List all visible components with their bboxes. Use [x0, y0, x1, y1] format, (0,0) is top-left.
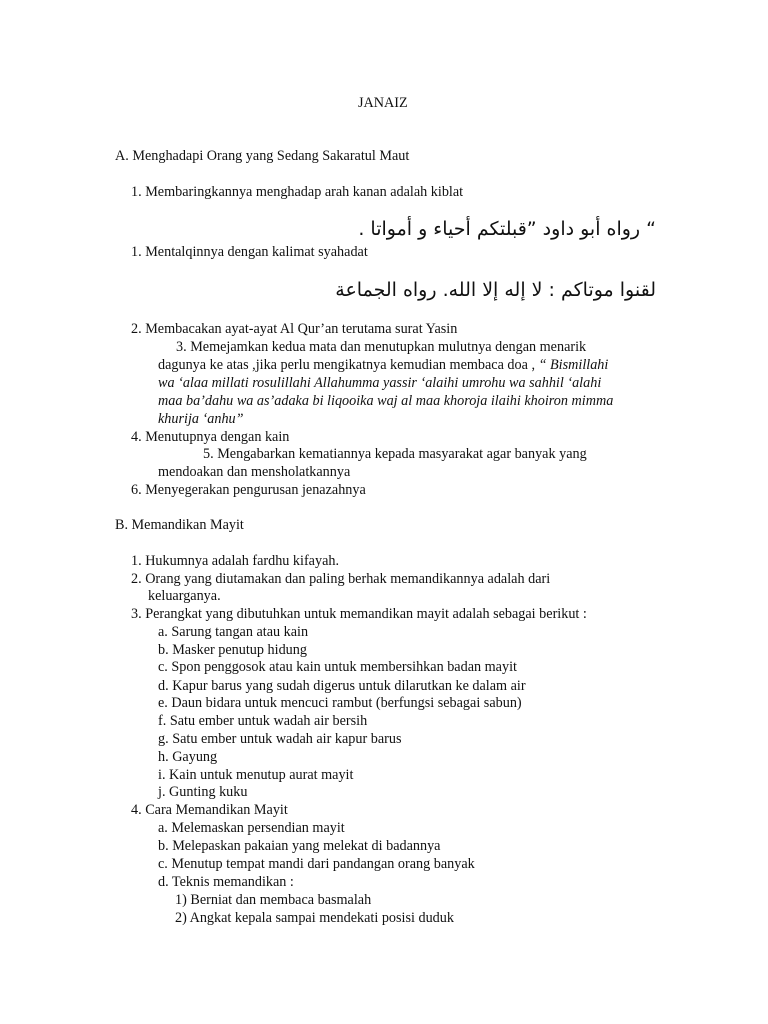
list-item: 2. Orang yang diutamakan dan paling berhak memandikannya adalah dari: [131, 571, 551, 587]
sub-list-item: d. Kapur barus yang sudah digerus untuk dilarutkan ke dalam air: [158, 678, 526, 694]
list-item: 3. Perangkat yang dibutuhkan untuk memandikan mayit adalah sebagai berikut :: [131, 606, 587, 622]
list-item: 2. Membacakan ayat-ayat Al Qur’an terutama surat Yasin: [131, 321, 458, 337]
sub-list-item: g. Satu ember untuk wadah air kapur barus: [158, 731, 402, 747]
list-item-text: dagunya ke atas ,jika perlu mengikatnya kemudian membaca doa ,: [158, 357, 536, 373]
list-item: 4. Cara Memandikan Mayit: [131, 802, 288, 818]
list-item: 1. Membaringkannya menghadap arah kanan adalah kiblat: [131, 184, 464, 200]
arabic-hadith-2: لقنوا موتاكم : لا إله إلا الله. رواه الجماعة: [335, 279, 656, 301]
section-a-heading: A. Menghadapi Orang yang Sedang Sakaratul Maut: [115, 148, 410, 164]
doa-text: wa ‘alaa millati rosulillahi Allahumma yassir ‘alaihi umrohu wa sahhil ‘alahi: [158, 375, 602, 391]
doa-text: “ Bismillahi: [535, 357, 609, 373]
section-b-heading: B. Memandikan Mayit: [115, 517, 244, 533]
arabic-hadith-1: “ رواه أبو داود ”قبلتكم أحياء و أمواتا .: [358, 218, 656, 240]
list-item-continuation: mendoakan dan mensholatkannya: [158, 464, 351, 480]
sub-list-item: h. Gayung: [158, 749, 218, 765]
list-item: 4. Menutupnya dengan kain: [131, 429, 290, 445]
sub-list-item: b. Masker penutup hidung: [158, 642, 307, 658]
list-item: 3. Memejamkan kedua mata dan menutupkan mulutnya dengan menarik: [176, 339, 587, 355]
list-item: 5. Mengabarkan kematiannya kepada masyarakat agar banyak yang: [203, 446, 587, 462]
sub-list-item: a. Melemaskan persendian mayit: [158, 820, 345, 836]
doa-text: maa ba’dahu wa as’adaka bi liqooika waj al maa khoroja ilaihi khoiron mimma: [158, 393, 614, 409]
step-item: 2) Angkat kepala sampai mendekati posisi duduk: [175, 910, 454, 926]
document-title: JANAIZ: [358, 95, 408, 111]
doa-text: khurija ‘anhu”: [158, 411, 244, 427]
sub-list-item: d. Teknis memandikan :: [158, 874, 294, 890]
sub-list-item: j. Gunting kuku: [158, 784, 248, 800]
sub-list-item: c. Menutup tempat mandi dari pandangan orang banyak: [158, 856, 475, 872]
sub-list-item: i. Kain untuk menutup aurat mayit: [158, 767, 354, 783]
list-item: 6. Menyegerakan pengurusan jenazahnya: [131, 482, 366, 498]
sub-list-item: a. Sarung tangan atau kain: [158, 624, 309, 640]
sub-list-item: e. Daun bidara untuk mencuci rambut (berfungsi sebagai sabun): [158, 695, 522, 711]
sub-list-item: b. Melepaskan pakaian yang melekat di badannya: [158, 838, 441, 854]
sub-list-item: f. Satu ember untuk wadah air bersih: [158, 713, 368, 729]
list-item: 1. Mentalqinnya dengan kalimat syahadat: [131, 244, 368, 260]
list-item: 1. Hukumnya adalah fardhu kifayah.: [131, 553, 340, 569]
list-item-continuation: keluarganya.: [148, 588, 221, 604]
list-item-continuation: [158, 356, 608, 374]
sub-list-item: c. Spon penggosok atau kain untuk membersihkan badan mayit: [158, 659, 517, 675]
step-item: 1) Berniat dan membaca basmalah: [175, 892, 372, 908]
